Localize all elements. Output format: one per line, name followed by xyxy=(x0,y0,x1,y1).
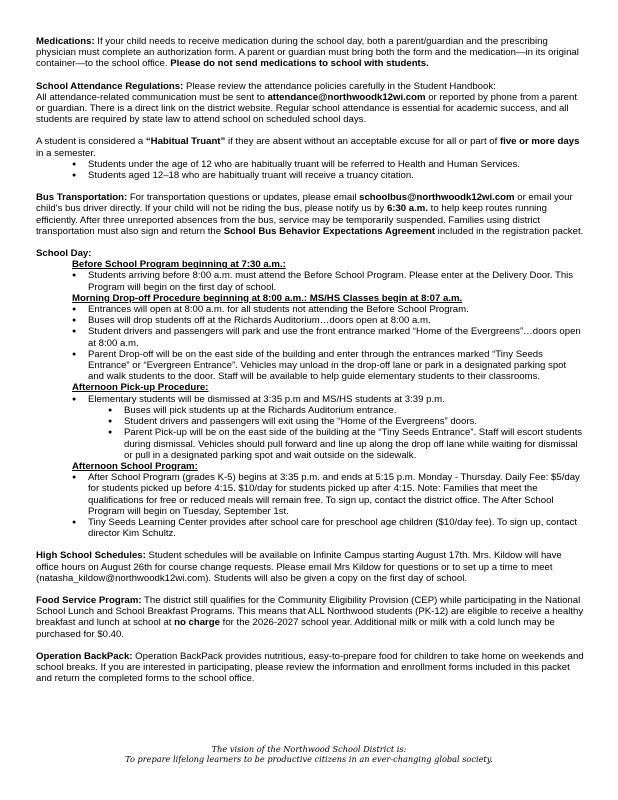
truancy-section xyxy=(36,136,584,181)
medications-heading: Medications: xyxy=(36,36,95,47)
list-item: ● Entrances will open at 8:00 a.m. for all students not attending the Before School Program. xyxy=(52,304,584,315)
attendance-intro: Please review the attendance policies carefully in the Student Handbook: xyxy=(183,80,496,92)
morning-dropoff-title xyxy=(36,293,584,304)
list-item: ● Buses will drop students off at the Richards Auditorium…doors open at 8:00 a.m. xyxy=(52,315,584,326)
schedules-section xyxy=(36,550,584,584)
afternoon-pickup-list xyxy=(36,394,584,461)
bus-heading: Bus Transportation: xyxy=(36,192,128,204)
list-item: ● Student drivers and passengers will exit using the “Home of the Evergreens” doors. xyxy=(88,416,584,427)
bus-deadline: 6:30 a.m. xyxy=(386,203,429,215)
medications-text: If your child needs to receive medication during the school day, both a parent/guardian and the prescribing physician must complete an authorization form. A parent or guardian must bring both the form and the medication—in its original container—to the school office. xyxy=(36,36,579,70)
list-item: ● Parent Pick-up will be on the east side of the building at the “Tiny Seeds Entrance”. Staff will escort students during dismissal. Vehicles should pull forward and line up along the drop off lane while waiting for dismissal or pull in a designated parking spot and wait outside on the sidewalk. xyxy=(88,427,584,461)
backpack-heading: Operation BackPack: xyxy=(36,650,133,662)
before-school-list xyxy=(36,270,584,292)
truancy-text xyxy=(36,136,584,158)
attendance-text-a: All attendance-related communication must be sent to xyxy=(36,91,268,103)
morning-dropoff-label: Morning Drop-off Procedure beginning at 8:00 a.m.: xyxy=(72,292,308,304)
after-school-list xyxy=(36,472,584,539)
schedules-heading: High School Schedules: xyxy=(36,550,146,562)
afternoon-pickup-title: Afternoon Pick-up Procedure: xyxy=(72,382,209,394)
truancy-text-c: in a semester. xyxy=(36,147,96,159)
truancy-text-a: A student is considered a xyxy=(36,136,146,148)
bus-text-d: included in the registration packet. xyxy=(435,225,584,237)
bus-text-b: or email your child's bus driver directly. If your child will not be riding the bus, please notify us by xyxy=(36,192,573,215)
schedules-text: Student schedules will be available on Infinite Campus starting August 17th. Mrs. Kildow will have office hours on August 26th for course change requests. Please email Mrs Kildow for questions or to set up a time to meet (natasha_kildow@northwoodk12wi.com). Students will also be given a copy on the first day of school. xyxy=(36,550,562,584)
attendance-text-b: or reported by phone from a parent or guardian. There is a direct link on the district website. Regular school attendance is essential for academic success, and all students are required by state law to attend school on scheduled school days. xyxy=(36,91,578,126)
list-item: ● Tiny Seeds Learning Center provides after school care for preschool age children ($10/day fee). To sign up, contact director Kim Schultz. xyxy=(52,517,584,539)
bus-text-c: to help keep routes running efficiently. After three unreported absences from the bus, service may be temporarily suspended. Families using district transportation must also sign and return the xyxy=(36,203,547,237)
food-text-a: The district still qualifies for the Community Eligibility Provision (CEP) while participating in the National School Lunch and School Breakfast Programs. This means that ALL Northwood students (PK-12) are eligible to receive a healthy breakfast and lunch at school at xyxy=(36,594,584,629)
list-item: ● Student drivers and passengers will park and use the front entrance marked “Home of the Evergreens”…doors open at 8:00 a.m. xyxy=(52,326,584,348)
attendance-section xyxy=(36,81,584,126)
before-school-title: Before School Program beginning at 7:30 a.m.: xyxy=(72,259,286,271)
bus-email: schoolbus@northwoodk12wi.com xyxy=(359,192,515,204)
backpack-text: Operation BackPack provides nutritious, easy-to-prepare food for children to take home on weekends and school breaks. If you are interested in participating, please review the information and enrollment forms included in this packet and return the completed forms to the school office. xyxy=(36,650,584,685)
footer xyxy=(0,744,618,764)
medications-section xyxy=(36,36,584,70)
list-item: ● After School Program (grades K-5) begins at 3:35 p.m. and ends at 5:15 p.m. Monday - Thursday. Daily Fee: $5/day for students picked up before 4:15. $10/day for students picked up after 4:15. Note: Families that meet the qualifications for free or reduced meals will remain free. To sign up, contact the district office. The After School Program will begin on Tuesday, September 1st. xyxy=(52,472,584,517)
list-item: ● Students under the age of 12 who are habitually truant will be referred to Health and Human Services. xyxy=(52,159,584,170)
habitual-truant-term: “Habitual Truant” xyxy=(145,136,226,148)
vision-statement: To prepare lifelong learners to be productive citizens in an ever-changing global society. xyxy=(125,754,493,764)
truancy-days: five or more days xyxy=(499,136,580,148)
food-text-b: for the 2026-2027 school year. Additional milk or milk with a cold lunch may be purchased for $0.40. xyxy=(36,617,555,640)
food-section xyxy=(36,595,584,640)
list-item: ● Students aged 12–18 who are habitually truant will receive a truancy citation. xyxy=(52,170,584,181)
backpack-section xyxy=(36,651,584,685)
school-day-section xyxy=(36,248,584,539)
list-item: ● Elementary students will be dismissed at 3:35 p.m and MS/HS students at 3:39 p.m. xyxy=(52,394,584,405)
list-item: ● Buses will pick students up at the Richards Auditorium entrance. xyxy=(88,405,584,416)
morning-dropoff-list xyxy=(36,304,584,382)
truancy-text-b: if they are absent without an acceptable excuse for all or part of xyxy=(225,136,500,148)
class-start-time: MS/HS Classes begin at 8:07 a.m. xyxy=(307,292,463,304)
attendance-email: attendance@northwoodk12wi.com xyxy=(267,91,426,103)
vision-intro: The vision of the Northwood School District is: xyxy=(211,744,407,754)
bus-agreement: School Bus Behavior Expectations Agreement xyxy=(223,225,436,237)
list-item: ● Students arriving before 8:00 a.m. must attend the Before School Program. Please enter at the Delivery Door. This Program will begin on the first day of school. xyxy=(52,270,584,292)
after-school-title: Afternoon School Program: xyxy=(72,460,198,472)
medications-warning: Please do not send medications to school with students. xyxy=(170,58,429,70)
food-no-charge: no charge xyxy=(174,617,220,629)
school-day-heading: School Day: xyxy=(36,248,92,260)
bus-section xyxy=(36,192,584,237)
truancy-list xyxy=(36,159,584,181)
food-heading: Food Service Program: xyxy=(36,594,142,606)
bus-text-a: For transportation questions or updates, please email xyxy=(127,192,360,204)
attendance-heading: School Attendance Regulations: xyxy=(36,80,184,92)
list-item: ● Parent Drop-off will be on the east side of the building and enter through the entrances marked “Tiny Seeds Entrance” or “Evergreen Entrance”. Vehicles may unload in the drop-off lane or park in a designated parking spot and walk students to the door. Staff will be available to help guide elementary students to their classrooms. xyxy=(52,349,584,383)
